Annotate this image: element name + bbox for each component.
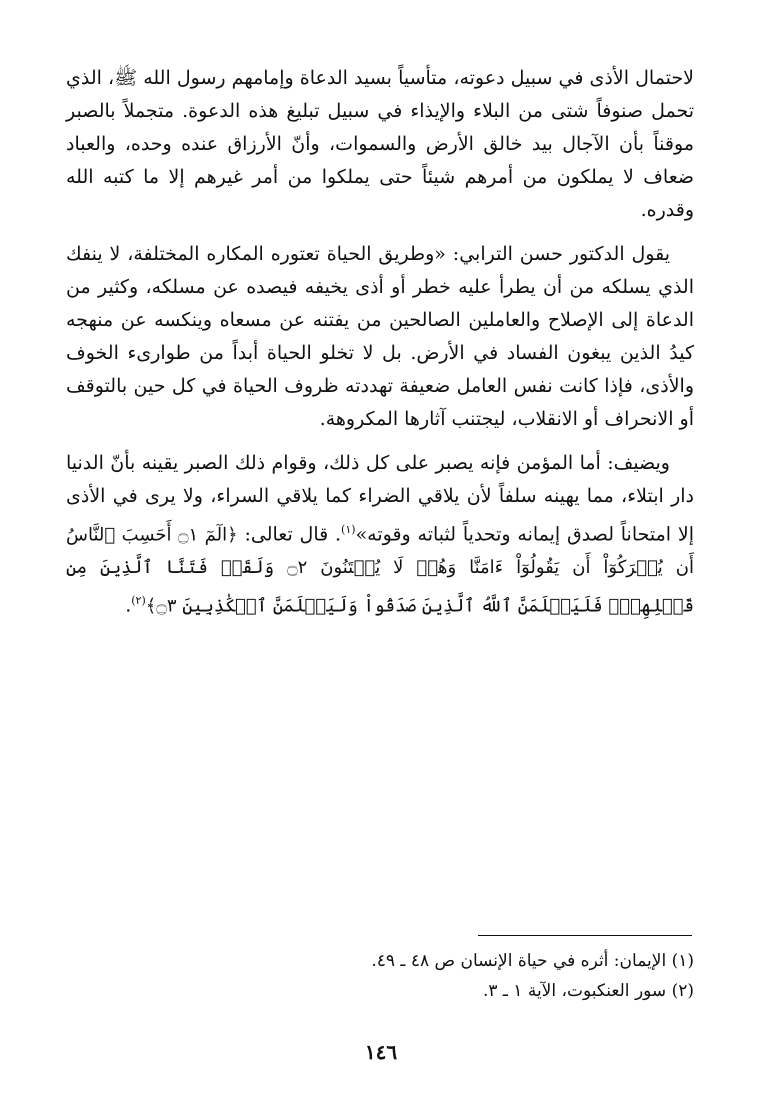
main-text [66,62,694,623]
footnote-divider [478,935,692,936]
paragraph-2-text: يقول الدكتور حسن الترابي: «وطريق الحياة تعتوره المكاره المختلفة، لا ينفك الذي يسلكه من أن يطرأ عليه خطر أو أذى يخيفه فيصده عن مسلكه، وكثير من الدعاة إلى الإصلاح والعاملين الصالحين من يفتنه عن مسعاه وينكسه عن منهجه كيدُ الذين يبغون الفساد في الأرض. بل لا تخلو الحياة أبداً من طوارىء الخوف والأذى، فإذا كانت نفس العامل ضعيفة تهددته ظروف الحياة في كل حين بالتوقف أو الانحراف أو الانقلاب، ليجتنب آثارها المكروهة. [66,243,694,430]
footnote-1: (١) الإيمان: أثره في حياة الإنسان ص ٤٨ ـ ٤٩. [371,951,694,971]
page-number: ١٤٦ [364,1040,398,1064]
paragraph-3-middle: . قال تعالى: [237,523,342,546]
paragraph-3 [66,447,694,623]
paragraph-1 [66,62,694,227]
footnote-2: (٢) سور العنكبوت، الآية ١ ـ ٣. [482,981,694,1001]
paragraph-2 [66,238,694,436]
footnotes [66,946,694,1006]
paragraph-1-text: لاحتمال الأذى في سبيل دعوته، متأسياً بسيد الدعاة وإمامهم رسول الله ﷺ، الذي تحمل صنوفاً شتى من البلاء والإيذاء في سبيل تبليغ هذه الدعوة. متجملاً بالصبر موقناً بأن الآجال بيد خالق الأرض والسموات، وأنّ الأرزاق عنده وحده، والعباد ضعاف لا يملكون من أمرهم شيئاً حتى يملكوا من أمر غيرهم إلا ما كتبه الله وقدره. [66,67,694,221]
paragraph-3-text: ويضيف: أما المؤمن فإنه يصبر على كل ذلك، وقوام ذلك الصبر يقينه بأنّ الدنيا دار ابتلاء، مما يهينه سلفاً لأن يلاقي الضراء كما يلاقي السراء، ولا يرى في الأذى إلا امتحاناً لصدق إيمانه وتحدياً لثباته وقوته» [66,452,694,546]
quran-verse: ﴿الٓمٓ ۝١ أَحَسِبَ ٱلنَّاسُ أَن يُتۡرَكُوٓاْ أَن يَقُولُوٓاْ ءَامَنَّا وَهُمۡ لَا يُفۡتَنُونَ ۝٢ وَلَقَدۡ فَتَنَّا ٱلَّذِينَ مِن قَبۡلِهِمۡۖ فَلَيَعۡلَمَنَّ ٱللَّهُ ٱلَّذِينَ صَدَقُواْ وَلَيَعۡلَمَنَّ ٱلۡكَٰذِبِينَ ۝٣﴾ [66,524,694,617]
paragraph-3-end: . [125,594,132,617]
footnote-ref-1[interactable]: (١) [341,523,356,536]
footnote-ref-2[interactable]: (٢) [131,594,146,608]
